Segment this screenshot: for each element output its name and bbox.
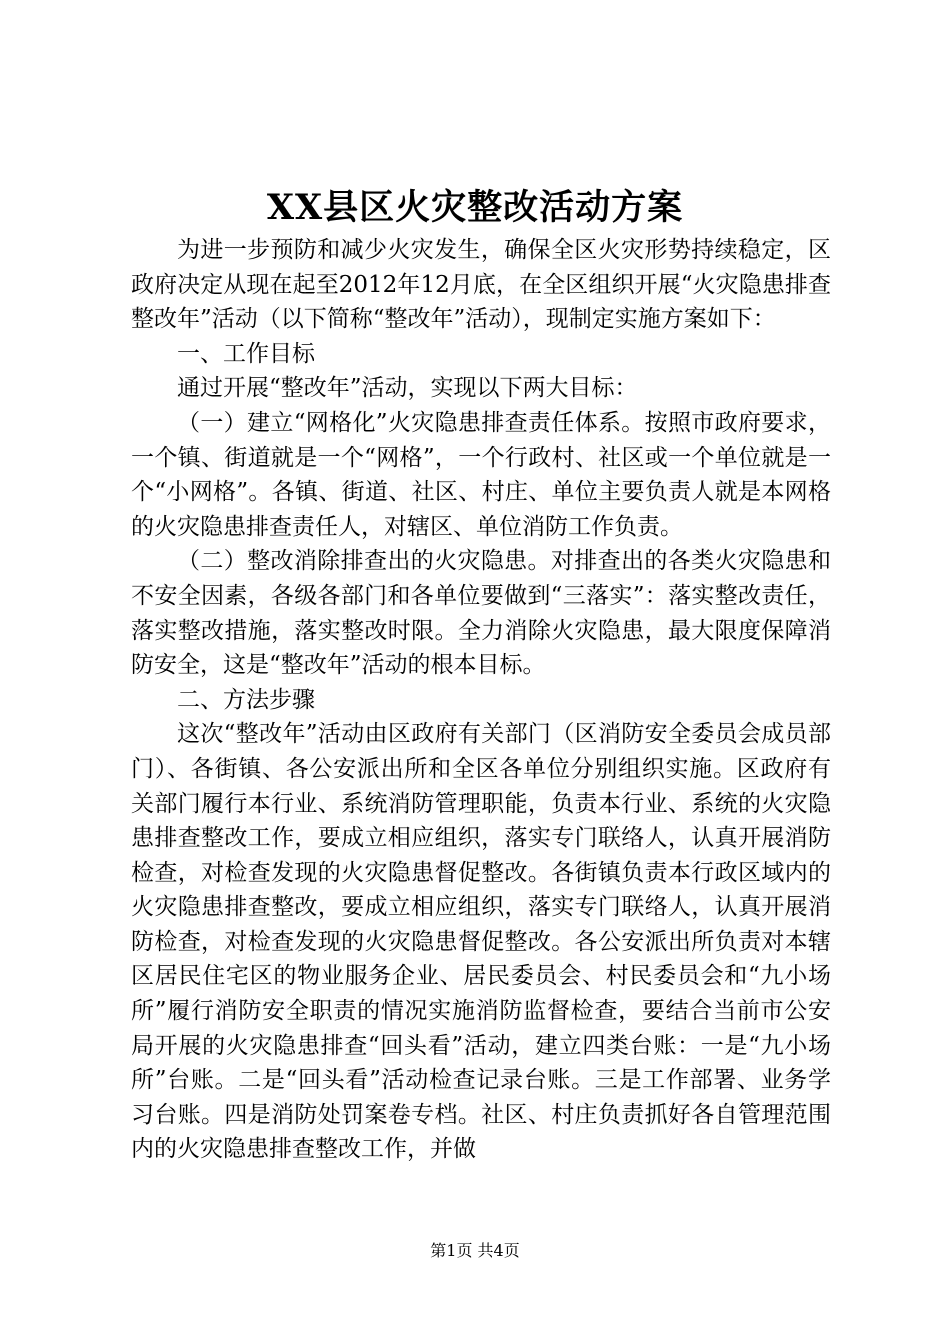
paragraph-intro: 为进一步预防和减少火灾发生，确保全区火灾形势持续稳定，区政府决定从现在起至2012年12月底，在全区组织开展“火灾隐患排查整改年”活动（以下简称“整改年”活动），现制定实施方案如下： <box>131 237 831 333</box>
section-heading-goals: 一、工作目标 <box>177 340 315 367</box>
document-body <box>131 233 831 1167</box>
paragraph-goals-intro: 通过开展“整改年”活动，实现以下两大目标： <box>177 375 638 402</box>
document-title: XX县区火灾整改活动方案 <box>266 187 684 228</box>
paragraph-goal-two: （二）整改消除排查出的火灾隐患。对排查出的各类火灾隐患和不安全因素，各级各部门和各单位要做到“三落实”：落实整改责任，落实整改措施，落实整改时限。全力消除火灾隐患，最大限度保障消防安全，这是“整改年”活动的根本目标。 <box>131 548 831 679</box>
page-footer: 第1页 共4页 <box>430 1241 520 1260</box>
section-heading-methods: 二、方法步骤 <box>177 686 315 713</box>
paragraph-methods: 这次“整改年”活动由区政府有关部门（区消防安全委员会成员部门）、各街镇、各公安派出所和全区各单位分别组织实施。区政府有关部门履行本行业、系统消防管理职能，负责本行业、系统的火灾隐患排查整改工作，要成立相应组织，落实专门联络人，认真开展消防检查，对检查发现的火灾隐患督促整改。各街镇负责本行政区域内的火灾隐患排查整改，要成立相应组织，落实专门联络人，认真开展消防检查，对检查发现的火灾隐患督促整改。各公安派出所负责对本辖区居民住宅区的物业服务企业、居民委员会、村民委员会和“九小场所”履行消防安全职责的情况实施消防监督检查，要结合当前市公安局开展的火灾隐患排查“回头看”活动，建立四类台账：一是“九小场所”台账。二是“回头看”活动检查记录台账。三是工作部署、业务学习台账。四是消防处罚案卷专档。社区、村庄负责抓好各自管理范围内的火灾隐患排查整改工作，并做 <box>131 721 831 1163</box>
paragraph-goal-one: （一）建立“网格化”火灾隐患排查责任体系。按照市政府要求，一个镇、街道就是一个“网格”，一个行政村、社区或一个单位就是一个“小网格”。各镇、街道、社区、村庄、单位主要负责人就是本网格的火灾隐患排查责任人，对辖区、单位消防工作负责。 <box>131 409 831 540</box>
